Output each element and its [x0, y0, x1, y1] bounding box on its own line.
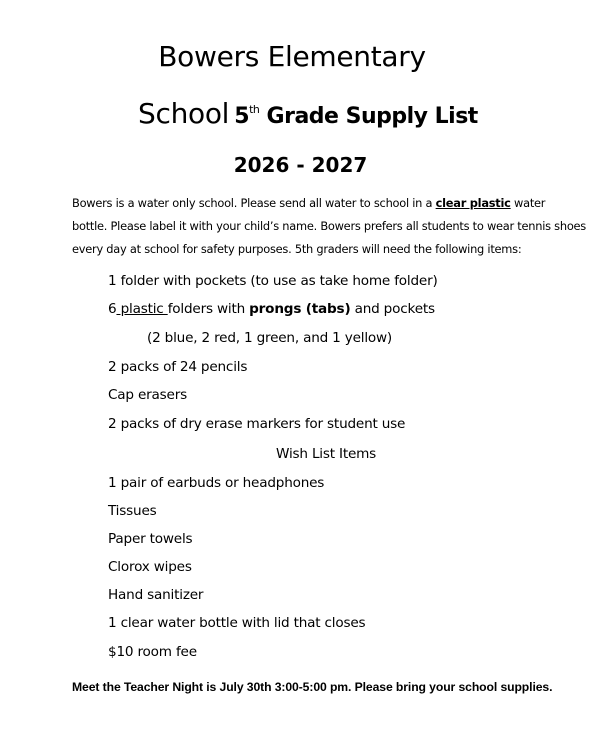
intro-paragraph — [72, 192, 586, 261]
wish-list-item: Clorox wipes — [108, 559, 192, 575]
plastic-folders-underlined: plastic — [116, 301, 168, 317]
intro-line-3: every day at school for safety purposes. 5th graders will need the following items: — [72, 242, 522, 256]
intro-line-2: bottle. Please label it with your child’s name. Bowers prefers all students to wear tennis shoes — [72, 219, 586, 233]
plastic-folders-end: and pockets — [350, 301, 435, 317]
grade-superscript: th — [249, 103, 260, 116]
supply-item-pencils: 2 packs of 24 pencils — [108, 359, 248, 375]
page-title: Bowers Elementary — [158, 40, 426, 73]
wish-list-item: $10 room fee — [108, 644, 197, 660]
intro-line-1-end: water — [510, 196, 546, 210]
grade-number: 5 — [234, 104, 250, 129]
supply-item-folder-colors: (2 blue, 2 red, 1 green, and 1 yellow) — [147, 330, 393, 346]
plastic-folders-bold: prongs (tabs) — [249, 301, 351, 317]
intro-line-1-start: Bowers is a water only school. Please send all water to school in a — [72, 196, 436, 210]
grade-label: Grade Supply List — [266, 104, 478, 129]
wish-list-item: 1 clear water bottle with lid that closes — [108, 615, 366, 631]
page-subtitle — [138, 97, 478, 130]
title-school: School — [138, 97, 230, 130]
intro-line-1 — [72, 192, 582, 215]
school-year: 2026 - 2027 — [233, 153, 368, 177]
supply-item-folder: 1 folder with pockets (to use as take home folder) — [108, 273, 438, 289]
plastic-folders-text: folders with — [167, 301, 250, 317]
intro-emphasis: clear plastic — [435, 196, 511, 210]
wish-list-item: Tissues — [108, 503, 157, 519]
plastic-folders-count: 6 — [108, 301, 117, 317]
supply-item-plastic-folders — [108, 301, 435, 317]
wish-list-heading: Wish List Items — [276, 446, 377, 462]
supply-item-erasers: Cap erasers — [108, 387, 187, 403]
wish-list-item: 1 pair of earbuds or headphones — [108, 475, 325, 491]
title-grade — [234, 104, 478, 129]
wish-list-item: Hand sanitizer — [108, 587, 204, 603]
supply-item-markers: 2 packs of dry erase markers for student use — [108, 416, 406, 432]
wish-list-item: Paper towels — [108, 531, 193, 547]
footer-note: Meet the Teacher Night is July 30th 3:00-5:00 pm. Please bring your school supplies. — [72, 680, 553, 694]
